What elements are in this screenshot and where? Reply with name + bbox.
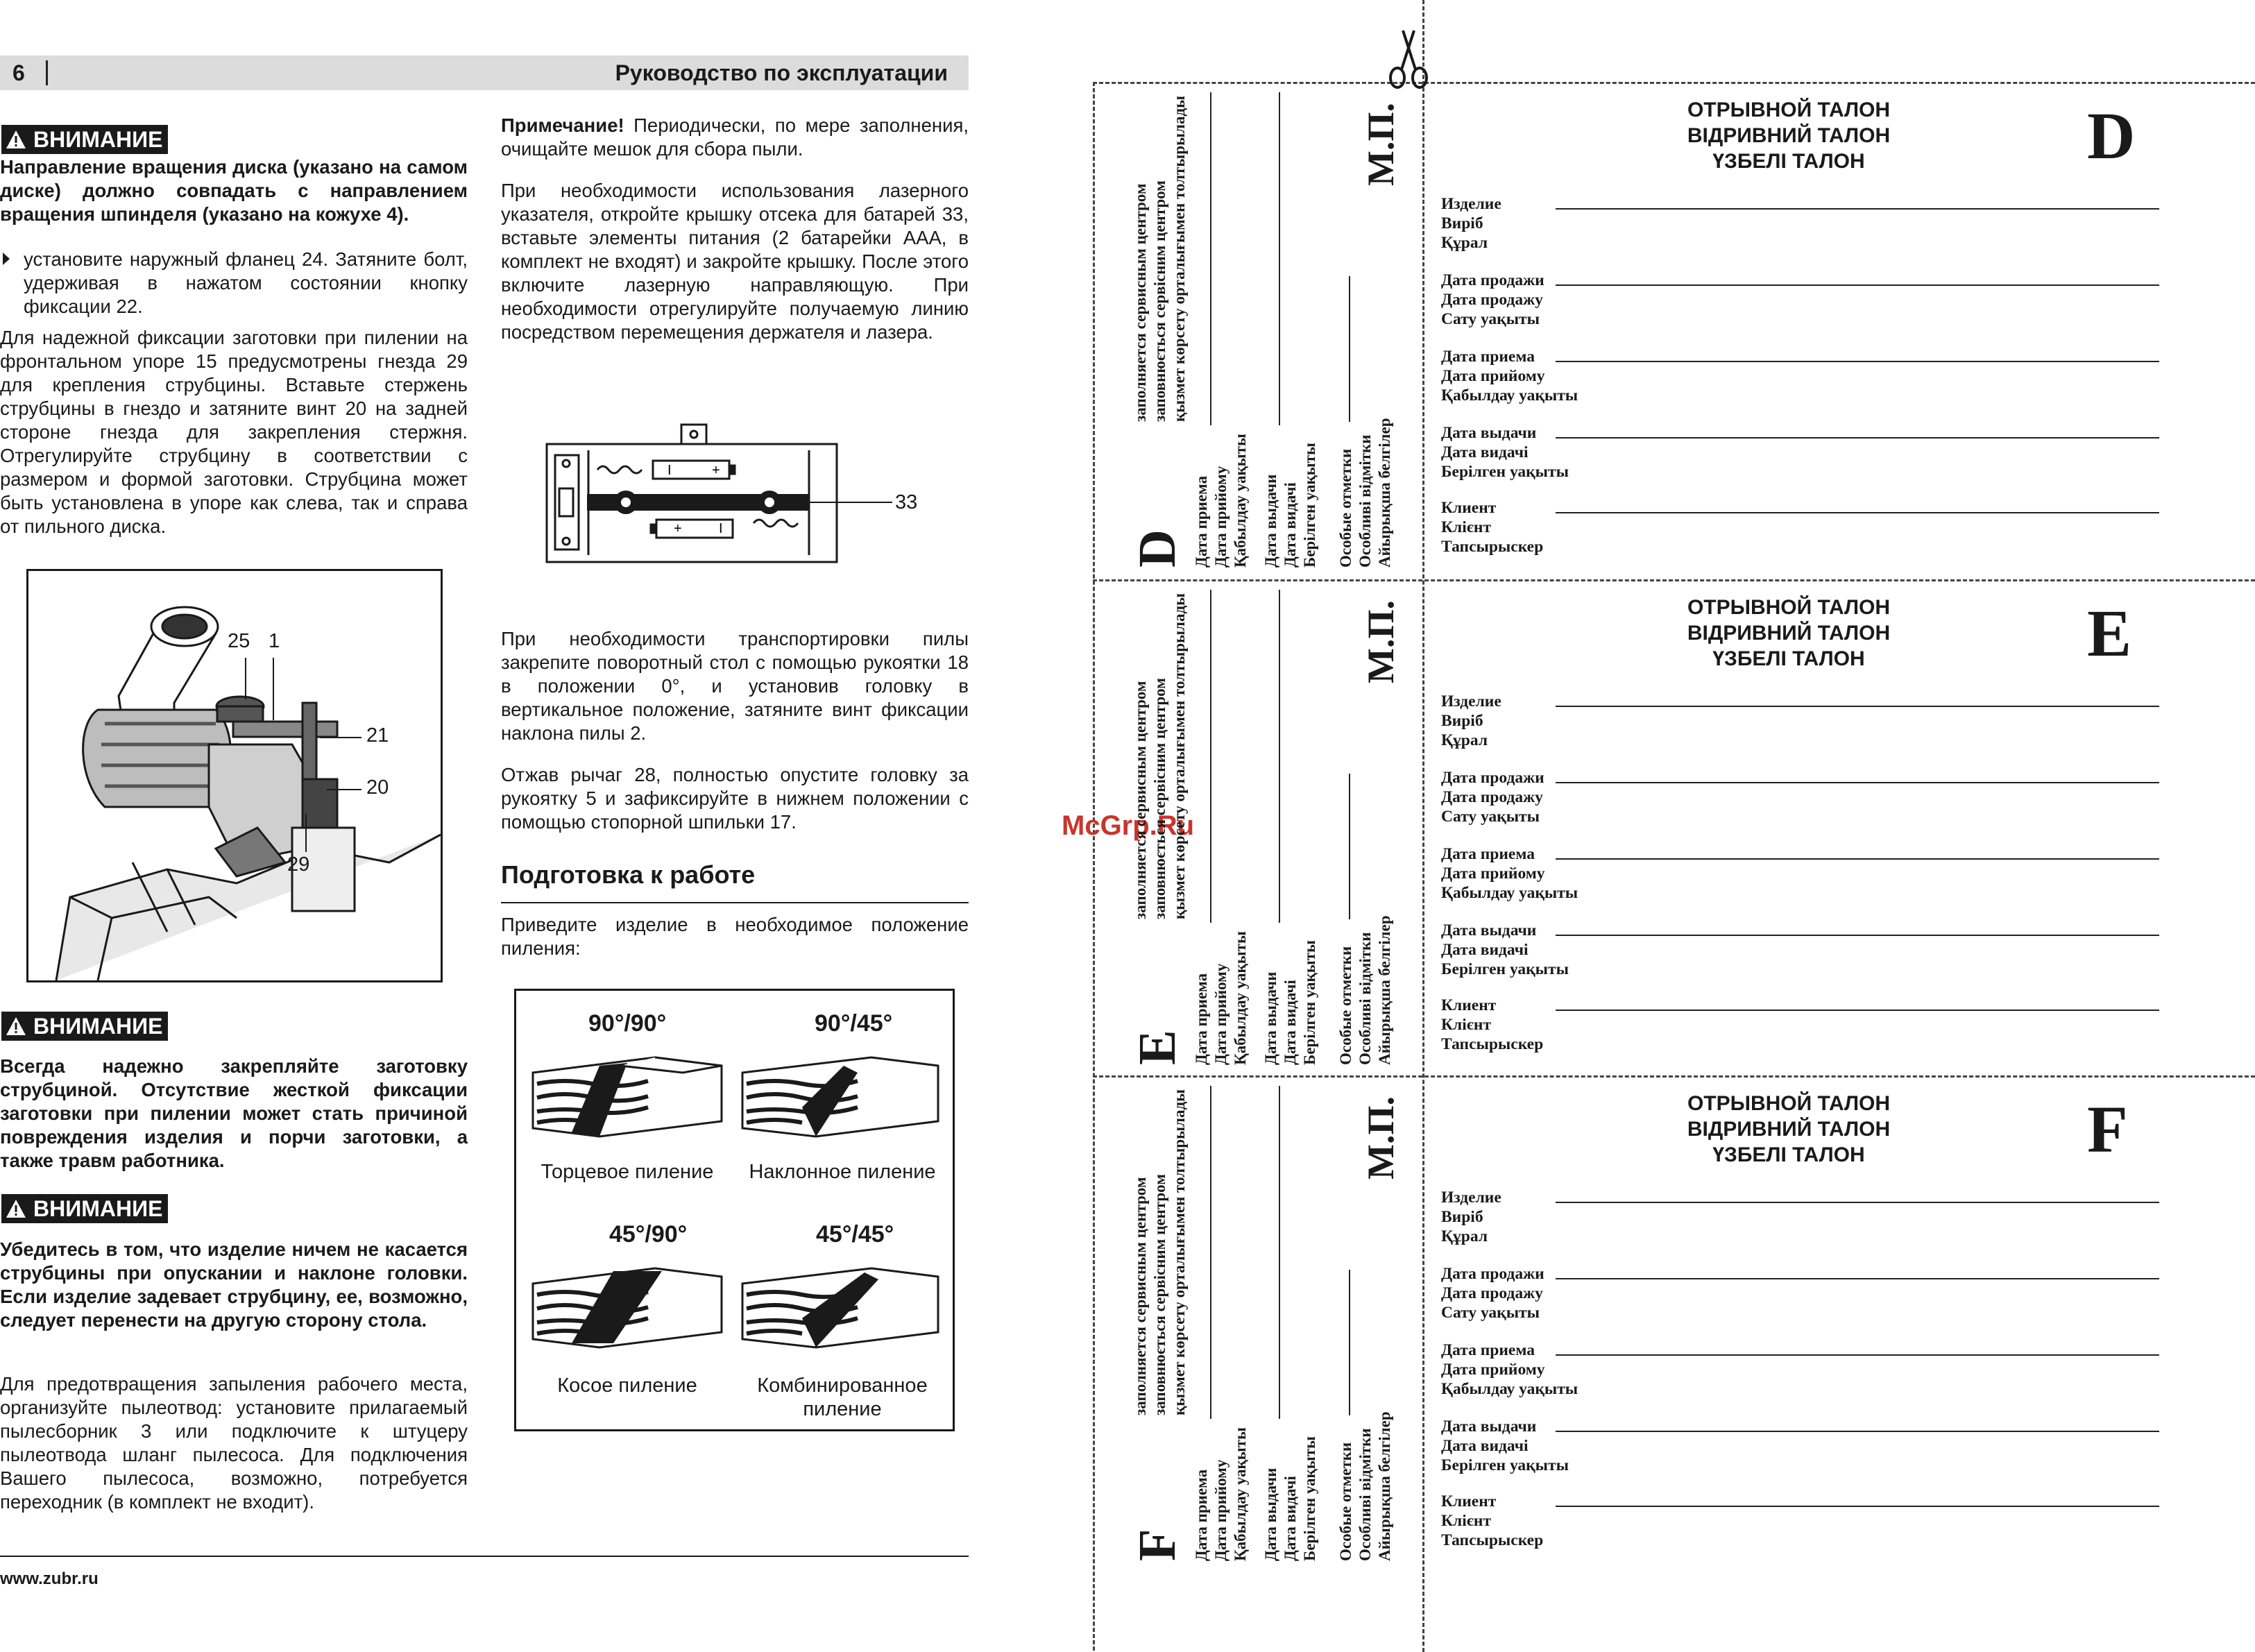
field-label-ru: Дата продажи xyxy=(1441,271,1545,289)
coupon-field-label xyxy=(1441,347,1578,405)
field-label-kz: Сату уақыты xyxy=(1441,1304,1540,1322)
coupon-field-label xyxy=(1441,921,1569,979)
field-label-ua: Клієнт xyxy=(1441,518,1491,536)
coupon-title xyxy=(1574,97,2004,174)
coupon-field-label xyxy=(1441,1492,1543,1550)
coupon-field-line xyxy=(1556,1278,2159,1279)
wood-cut-45-90 xyxy=(530,1256,724,1353)
coupon-field-line xyxy=(1556,284,2159,286)
field-label-kz: Берілген уақыты xyxy=(1441,1456,1569,1474)
stub-line-1 xyxy=(1210,92,1211,425)
field-label-ru: Клиент xyxy=(1441,499,1497,517)
paragraph-lever: Отжав рычаг 28, полностью опустите головку за рукоятку 5 и зафиксируйте в нижнем положении с помощью стопорной шпильки 17. xyxy=(501,764,969,833)
svg-text:+: + xyxy=(712,463,720,478)
coupon-field-line xyxy=(1556,1506,2159,1507)
stub-received xyxy=(1192,434,1250,568)
stub-received-kz: Қабылдау уақыты xyxy=(1232,931,1249,1065)
field-label-ua: Клієнт xyxy=(1441,1016,1491,1034)
watermark: McGrp.Ru xyxy=(1062,810,1195,841)
scissors-icon xyxy=(1388,28,1429,90)
stub-issued-kz: Берілген уақыты xyxy=(1301,939,1318,1065)
stub-notes xyxy=(1336,1411,1395,1561)
coupon-field-label xyxy=(1441,271,1545,329)
field-label-ua: Дата продажу xyxy=(1441,788,1543,806)
coupon-field-line xyxy=(1556,782,2159,783)
stub-notes-ua: Особливі відмітки xyxy=(1356,1428,1374,1561)
coupon-title-ru: ОТРЫВНОЙ ТАЛОН xyxy=(1687,596,1891,619)
stub-issued-ua: Дата видачі xyxy=(1282,1476,1299,1561)
coupon-field-label xyxy=(1441,996,1543,1054)
svg-text:I: I xyxy=(667,463,672,478)
warning-triangle-icon xyxy=(6,1016,26,1036)
field-label-ru: Дата приема xyxy=(1441,845,1535,863)
stub-notes xyxy=(1336,915,1395,1065)
field-label-kz: Қабылдау уақыты xyxy=(1441,1380,1578,1398)
cut-line-2 xyxy=(1093,1075,2255,1078)
stub-notes-ua: Особливі відмітки xyxy=(1356,434,1374,568)
coupon-field-line xyxy=(1556,437,2159,438)
warning-text-3: Убедитесь в том, что изделие ничем не касается струбцины при опускании и наклоне головки. Если изделие задевает струбцину, ее, возможно, следует перенести на другую сторону стола. xyxy=(0,1238,468,1331)
field-label-kz: Сату уақыты xyxy=(1441,808,1540,826)
stub-filled-by-kz: қызмет көрсету орталығымен толтырылады xyxy=(1171,95,1188,422)
coupon-title-ua: ВІДРИВНИЙ ТАЛОН xyxy=(1687,1118,1891,1141)
cut-angle-3: 45°/90° xyxy=(609,1221,688,1247)
stub-filled-by-ua: заповнюється сервісним центром xyxy=(1151,180,1168,422)
stub-line-1 xyxy=(1210,590,1211,923)
field-label-ua: Виріб xyxy=(1441,1208,1483,1226)
field-label-ua: Дата продажу xyxy=(1441,1284,1543,1302)
coupon-field-line xyxy=(1556,1010,2159,1011)
field-label-ru: Дата приема xyxy=(1441,1341,1535,1359)
coupon-field-label xyxy=(1441,1264,1545,1322)
paragraph-dust: Для предотвращения запыления рабочего места, организуйте пылеотвод: установите прилагаемый пылесборник 3 или подключите к штуцеру пылеотвода шланг пылесоса. Для подключения Вашего пылесоса, возможно, потребуется переходник (в комплект не входит). xyxy=(0,1373,468,1513)
fig-label-29: 29 xyxy=(287,853,310,876)
stub-notes-ru: Особые отметки xyxy=(1337,1442,1354,1561)
warning-triangle-icon xyxy=(6,1199,26,1218)
field-label-ua: Клієнт xyxy=(1441,1512,1491,1530)
stub-line-3 xyxy=(1349,774,1350,919)
field-label-ua: Дата прийому xyxy=(1441,367,1545,385)
warning-badge-2 xyxy=(1,1012,168,1041)
field-label-ua: Виріб xyxy=(1441,712,1483,730)
coupon-field-label xyxy=(1441,1417,1569,1475)
stub-filled-by-ru: заполняется сервисным центром xyxy=(1132,681,1149,919)
cut-name-1: Торцевое пиление xyxy=(541,1161,714,1183)
stub-issued-ru: Дата выдачи xyxy=(1262,474,1279,568)
fig-label-25: 25 xyxy=(228,630,250,652)
field-label-kz: Құрал xyxy=(1441,1227,1488,1245)
stub-line-2 xyxy=(1279,1086,1280,1419)
coupon-title-ru: ОТРЫВНОЙ ТАЛОН xyxy=(1687,99,1891,121)
stub-received xyxy=(1192,1427,1250,1561)
stub-notes-ua: Особливі відмітки xyxy=(1356,932,1374,1065)
field-label-ua: Виріб xyxy=(1441,214,1483,232)
stub-received-ua: Дата прийому xyxy=(1212,963,1229,1065)
field-label-kz: Құрал xyxy=(1441,731,1488,749)
coupon-field-line xyxy=(1556,935,2159,936)
coupon-field-label xyxy=(1441,1340,1578,1399)
stub-notes xyxy=(1336,418,1395,568)
bullet-arrow-icon xyxy=(3,253,10,265)
note-text: Периодически, по мере заполнения, очищайте мешок для сбора пыли. xyxy=(501,114,969,160)
stub-issued xyxy=(1261,940,1320,1065)
field-label-ua: Дата видачі xyxy=(1441,443,1529,461)
coupon-letter: E xyxy=(2087,596,2132,670)
stub-notes-kz: Айырықша белгілер xyxy=(1376,418,1393,568)
coupon-title-kz: ҮЗБЕЛІ ТАЛОН xyxy=(1712,150,1865,173)
field-label-kz: Қабылдау уақыты xyxy=(1441,884,1578,902)
stub-issued xyxy=(1261,443,1320,568)
coupon-title-kz: ҮЗБЕЛІ ТАЛОН xyxy=(1712,1143,1865,1166)
field-label-kz: Тапсырыскер xyxy=(1441,1531,1544,1549)
warning-label: ВНИМАНИЕ xyxy=(33,1014,163,1039)
field-label-ua: Дата прийому xyxy=(1441,1361,1545,1379)
field-label-ru: Дата выдачи xyxy=(1441,1417,1537,1436)
field-label-ru: Клиент xyxy=(1441,996,1497,1014)
stub-line-3 xyxy=(1349,1270,1350,1415)
field-label-ru: Дата приема xyxy=(1441,348,1535,366)
cut-line-left xyxy=(1093,82,1095,1652)
coupon-field-label xyxy=(1441,194,1501,253)
field-label-ru: Изделие xyxy=(1441,692,1501,710)
coupon-letter: D xyxy=(2087,99,2136,173)
stub-received xyxy=(1192,931,1250,1065)
field-label-ru: Дата продажи xyxy=(1441,769,1545,787)
battery-compartment-diagram xyxy=(545,419,892,565)
cut-angle-1: 90°/90° xyxy=(588,1010,667,1037)
field-label-ua: Дата прийому xyxy=(1441,865,1545,883)
stub-filled-by-kz: қызмет көрсету орталығымен толтырылады xyxy=(1171,1089,1188,1415)
stub-letter: F xyxy=(1128,1528,1186,1561)
cut-angle-2: 90°/45° xyxy=(815,1010,893,1037)
cut-name-2: Наклонное пиление xyxy=(749,1161,936,1183)
stub-received-ru: Дата приема xyxy=(1193,1469,1210,1561)
stub-received-kz: Қабылдау уақыты xyxy=(1232,434,1249,568)
field-label-ua: Дата видачі xyxy=(1441,1437,1529,1455)
warning-triangle-icon xyxy=(6,130,26,149)
cut-types-figure xyxy=(514,989,955,1431)
field-label-kz: Қабылдау уақыты xyxy=(1441,386,1578,405)
coupon-field-line xyxy=(1556,706,2159,707)
section-intro: Приведите изделие в необходимое положение пиления: xyxy=(501,914,969,959)
stub-line-1 xyxy=(1210,1086,1211,1419)
stub-issued-ua: Дата видачі xyxy=(1282,980,1299,1065)
coupon-title-ua: ВІДРИВНИЙ ТАЛОН xyxy=(1687,622,1891,645)
stub-issued-ua: Дата видачі xyxy=(1282,482,1299,568)
fig-label-1: 1 xyxy=(269,630,280,652)
coupon-field-label xyxy=(1441,768,1545,826)
field-label-kz: Тапсырыскер xyxy=(1441,538,1544,556)
stub-notes-ru: Особые отметки xyxy=(1337,448,1354,568)
page-title: Руководство по эксплуатации xyxy=(615,60,948,85)
stub-filled-by-kz: қызмет көрсету орталығымен толтырылады xyxy=(1171,593,1188,919)
stub-filled-by-ua: заповнюється сервісним центром xyxy=(1151,1174,1168,1415)
field-label-ua: Дата видачі xyxy=(1441,941,1529,959)
stub-received-ua: Дата прийому xyxy=(1212,466,1229,568)
coupon-field-label xyxy=(1441,692,1501,750)
coupon-title-kz: ҮЗБЕЛІ ТАЛОН xyxy=(1712,647,1865,670)
coupon-title xyxy=(1574,1091,2004,1168)
stub-filled-by-ru: заполняется сервисным центром xyxy=(1132,1177,1149,1415)
stamp-mp: М.П. xyxy=(1360,103,1402,186)
footer-rule xyxy=(0,1556,969,1557)
stub-line-2 xyxy=(1279,590,1280,923)
coupon-field-line xyxy=(1556,1431,2159,1432)
field-label-ua: Дата продажу xyxy=(1441,291,1543,309)
field-label-ru: Клиент xyxy=(1441,1492,1497,1510)
field-label-kz: Сату уақыты xyxy=(1441,310,1540,328)
section-underline xyxy=(501,902,969,903)
cut-angle-4: 45°/45° xyxy=(816,1221,894,1247)
coupon-field-line xyxy=(1556,512,2159,513)
warning-label: ВНИМАНИЕ xyxy=(33,1196,163,1221)
coupon-title xyxy=(1574,595,2004,672)
field-label-kz: Тапсырыскер xyxy=(1441,1035,1544,1053)
warning-text-2: Всегда надежно закрепляйте заготовку струбциной. Отсутствие жесткой фиксации заготовки при пилении может стать причиной повреждения изделия и порчи заготовки, а также травм работника. xyxy=(0,1055,468,1171)
stub-filled-by xyxy=(1131,1089,1189,1415)
section-title: Подготовка к работе xyxy=(501,860,756,889)
coupon-field-line xyxy=(1556,1202,2159,1203)
stub-filled-by-ru: заполняется сервисным центром xyxy=(1132,183,1149,422)
stub-line-3 xyxy=(1349,276,1350,422)
stub-letter: D xyxy=(1128,529,1186,568)
footer-url: www.zubr.ru xyxy=(0,1569,99,1588)
coupon-field-line xyxy=(1556,1354,2159,1356)
stub-filled-by xyxy=(1131,96,1189,422)
stub-received-ua: Дата прийому xyxy=(1212,1459,1229,1561)
cut-line-vertical xyxy=(1422,0,1424,1652)
stub-received-ru: Дата приема xyxy=(1193,475,1210,568)
battery-label-33: 33 xyxy=(895,491,918,513)
stub-notes-kz: Айырықша белгілер xyxy=(1376,1411,1393,1561)
field-label-ru: Дата продажи xyxy=(1441,1265,1545,1283)
warning-label: ВНИМАНИЕ xyxy=(33,127,163,152)
coupon-field-line xyxy=(1556,361,2159,362)
wood-cut-90-45 xyxy=(740,1045,941,1142)
header-divider xyxy=(46,60,48,85)
stub-notes-ru: Особые отметки xyxy=(1337,946,1354,1065)
field-label-ru: Дата выдачи xyxy=(1441,921,1537,939)
coupon-field-line xyxy=(1556,858,2159,860)
warning-badge-3 xyxy=(1,1194,168,1223)
cut-line-1 xyxy=(1093,579,2255,581)
stub-notes-kz: Айырықша белгілер xyxy=(1376,915,1393,1065)
stub-issued xyxy=(1261,1436,1320,1561)
field-label-ru: Дата выдачи xyxy=(1441,424,1537,442)
stamp-mp: М.П. xyxy=(1360,600,1402,683)
field-label-kz: Берілген уақыты xyxy=(1441,960,1569,978)
coupon-field-label xyxy=(1441,844,1578,903)
stub-letter: E xyxy=(1128,1030,1186,1065)
fig-label-20: 20 xyxy=(366,776,389,799)
stub-line-2 xyxy=(1279,92,1280,425)
svg-text:+: + xyxy=(674,521,682,536)
wood-cut-90-90 xyxy=(530,1045,724,1142)
warning-badge-1 xyxy=(1,125,168,154)
field-label-kz: Құрал xyxy=(1441,234,1488,252)
stub-issued-ru: Дата выдачи xyxy=(1262,971,1279,1065)
coupon-letter: F xyxy=(2087,1092,2128,1166)
stub-received-ru: Дата приема xyxy=(1193,973,1210,1065)
stub-issued-kz: Берілген уақыты xyxy=(1301,442,1318,568)
coupon-field-label xyxy=(1441,423,1569,482)
note-paragraph xyxy=(501,114,969,161)
bullet-text: установите наружный фланец 24. Затяните болт, удерживая в нажатом состоянии кнопку фиксации 22. xyxy=(24,248,468,317)
stub-received-kz: Қабылдау уақыты xyxy=(1232,1427,1249,1561)
paragraph-laser: При необходимости использования лазерного указателя, откройте крышку отсека для батарей 33, вставьте элементы питания (2 батарейки ААА, в комплект не входят) и закройте крышку. После этого включите лазерную направляющую. При необходимости отрегулируйте получаемую линию посредством перемещения держателя и лазера. xyxy=(501,180,969,343)
cut-name-4: Комбинированное пиление xyxy=(757,1374,928,1420)
field-label-kz: Берілген уақыты xyxy=(1441,463,1569,481)
stub-filled-by xyxy=(1131,593,1189,919)
coupon-title-ru: ОТРЫВНОЙ ТАЛОН xyxy=(1687,1092,1891,1115)
fig-label-21: 21 xyxy=(366,724,389,747)
stub-filled-by-ua: заповнюється сервісним центром xyxy=(1151,678,1168,919)
field-label-ru: Изделие xyxy=(1441,195,1501,213)
coupon-field-label xyxy=(1441,1188,1501,1246)
page-number: 6 xyxy=(12,60,25,85)
coupon-field-line xyxy=(1556,208,2159,210)
stub-issued-kz: Берілген уақыты xyxy=(1301,1436,1318,1561)
cut-line-top xyxy=(1093,82,2255,84)
paragraph-clamp: Для надежной фиксации заготовки при пилении на фронтальном упоре 15 предусмотрены гнезда 29 для крепления струбцины. Вставьте стержень струбцины в гнездо и затяните винт 20 на задней стороне гнезда для закрепления стержня. Отрегулируйте струбцину в соответствии с размером и формой заготовки. Струбцина может быть установлена в упоре как слева, так и справа от пильного диска. xyxy=(0,327,468,537)
svg-text:I: I xyxy=(719,521,723,536)
warning-text-1: Направление вращения диска (указано на самом диске) должно совпадать с направлением вращения шпинделя (указано на кожухе 4). xyxy=(0,156,468,225)
paragraph-transport: При необходимости транспортировки пилы закрепите поворотный стол с помощью рукоятки 18 в положении 0°, и установив головку в вертикальное положение, затяните винт фиксации наклона пилы 2. xyxy=(501,628,969,744)
wood-cut-45-45 xyxy=(740,1256,941,1353)
coupon-field-label xyxy=(1441,498,1543,556)
stamp-mp: М.П. xyxy=(1360,1096,1402,1180)
stub-issued-ru: Дата выдачи xyxy=(1262,1467,1279,1561)
field-label-ru: Изделие xyxy=(1441,1189,1501,1207)
coupon-title-ua: ВІДРИВНИЙ ТАЛОН xyxy=(1687,124,1891,147)
cut-name-3: Косое пиление xyxy=(557,1374,697,1397)
note-label: Примечание! xyxy=(501,114,624,136)
